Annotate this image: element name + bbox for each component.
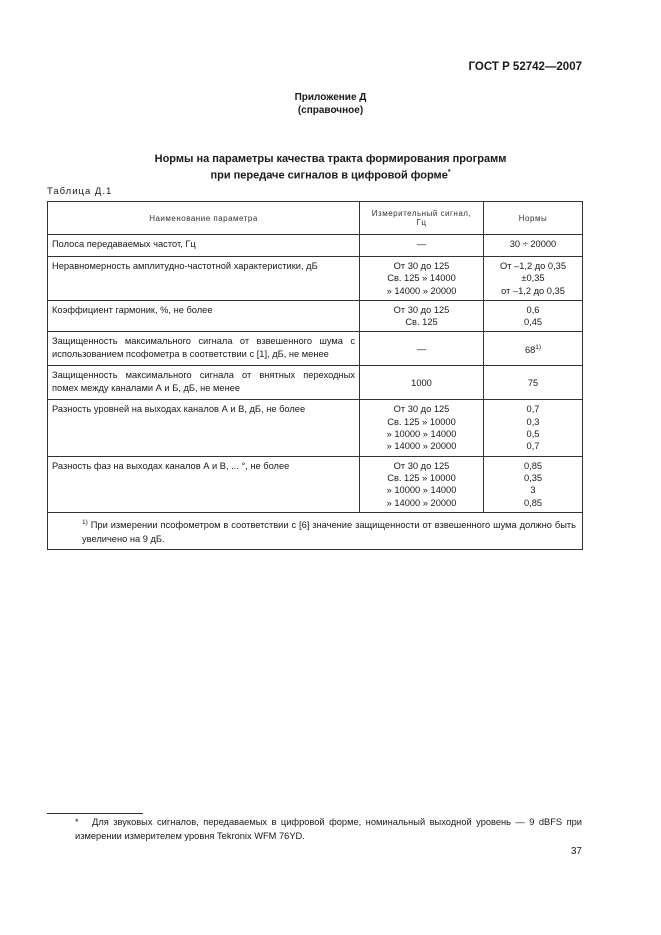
norm-value — [486, 272, 580, 284]
signal-value: От 30 до 125 — [393, 261, 450, 271]
signal-value: — — [416, 343, 427, 354]
table-row — [48, 235, 583, 257]
norm-cell — [484, 456, 583, 512]
norm-value-text: 0,6 — [526, 304, 540, 315]
norm-value-text: 68 — [524, 344, 536, 355]
header-norms: Нормы — [484, 202, 583, 235]
norm-cell — [484, 332, 583, 366]
signal-value: — — [416, 239, 427, 249]
norm-cell — [484, 400, 583, 456]
table-row — [48, 300, 583, 332]
header-signal: Измерительный сигнал, Гц — [360, 202, 484, 235]
norm-value — [486, 460, 580, 472]
signal-value: » 10000 » 14000 — [386, 429, 457, 440]
norm-value — [486, 316, 580, 328]
norm-value-text: 0,85 — [523, 497, 543, 508]
norm-value — [486, 497, 580, 509]
table-note-row — [48, 512, 583, 549]
signal-cell — [360, 235, 484, 257]
norm-value-text: 0,7 — [526, 404, 540, 415]
norm-value — [486, 416, 580, 428]
parameter-cell: Защищенность максимального сигнала от внятных переходных помех между каналами А и Б, дБ, не менее — [48, 366, 360, 400]
norm-value — [486, 238, 580, 250]
signal-value: » 14000 » 20000 — [386, 441, 457, 452]
norm-value-text: 0,3 — [526, 416, 540, 427]
norm-value — [486, 342, 580, 356]
table-body — [48, 235, 583, 513]
norm-value — [486, 484, 580, 496]
norm-cell — [484, 300, 583, 332]
norm-value — [486, 260, 580, 272]
parameter-cell: Разность уровней на выходах каналов А и В, дБ, не более — [48, 400, 360, 456]
signal-cell — [360, 400, 484, 456]
page-footnote — [47, 815, 582, 843]
footnote-text: Для звуковых сигналов, передаваемых в цифровой форме, номинальный выходной уровень — 9 dBFS при измерении измерителем уровня Tekronix WFM 76YD. — [75, 817, 582, 841]
title-footnote-marker: * — [447, 169, 451, 176]
signal-value: Св. 125 » 10000 — [387, 416, 456, 427]
norm-value-text: 0,85 — [523, 460, 543, 471]
appendix-subtitle: (справочное) — [297, 105, 364, 116]
parameter-cell: Защищенность максимального сигнала от взвешенного шума с использованием псофометра в соответствии с [1], дБ, не менее — [48, 332, 360, 366]
table-note-marker: 1) — [82, 518, 88, 526]
norm-value-text: от –1,2 до 0,35 — [501, 285, 565, 296]
parameter-cell: Разность фаз на выходах каналов А и В, ... °, не более — [48, 456, 360, 512]
table-row — [48, 400, 583, 456]
table-header-row — [48, 202, 583, 235]
norm-value-text: ±0,35 — [521, 273, 545, 284]
signal-value: От 30 до 125 — [393, 304, 450, 315]
parameter-cell: Коэффициент гармоник, %, не более — [48, 300, 360, 332]
signal-value: Св. 125 — [405, 317, 438, 328]
signal-value: » 14000 » 20000 — [386, 285, 457, 296]
appendix-title: Приложение Д — [294, 92, 367, 103]
norm-value-text: 0,7 — [526, 441, 540, 452]
table-note-text: При измерении псофометром в соответствии с [6] значение защищенности от взвешенного шума должно быть увеличено на 9 дБ. — [82, 519, 576, 544]
signal-value: » 14000 » 20000 — [386, 497, 457, 508]
signal-value: От 30 до 125 — [393, 460, 450, 471]
norm-value — [486, 440, 580, 452]
parameter-cell: Полоса передаваемых частот, Гц — [48, 235, 360, 257]
table-row — [48, 366, 583, 400]
document-title-text: при передаче сигналов в цифровой форме — [210, 169, 448, 182]
norm-value — [486, 285, 580, 297]
norm-value — [486, 304, 580, 316]
norm-footnote-marker: 1) — [535, 343, 542, 351]
page-number: 37 — [570, 846, 582, 857]
footnote-marker: * — [75, 817, 79, 827]
norm-cell — [484, 366, 583, 400]
norm-value — [486, 403, 580, 415]
norm-value-text: 30 ÷ 20000 — [509, 239, 557, 249]
signal-value: От 30 до 125 — [393, 404, 450, 415]
norm-value — [486, 428, 580, 440]
standard-number: ГОСТ Р 52742—2007 — [468, 61, 582, 73]
table-row — [48, 456, 583, 512]
norm-value — [486, 472, 580, 484]
parameter-cell: Неравномерность амплитудно-частотной характеристики, дБ — [48, 257, 360, 301]
signal-value: » 10000 » 14000 — [386, 485, 457, 496]
signal-cell — [360, 300, 484, 332]
header-parameter: Наименование параметра — [48, 202, 360, 235]
parameters-table — [47, 201, 583, 550]
norm-value-text: 0,35 — [523, 472, 543, 483]
norm-cell — [484, 235, 583, 257]
signal-value: Св. 125 » 10000 — [387, 472, 456, 483]
signal-value: 1000 — [411, 377, 432, 388]
norm-cell — [484, 257, 583, 301]
signal-value: Св. 125 » 14000 — [387, 273, 456, 284]
signal-cell — [360, 456, 484, 512]
document-title-line-1: Нормы на параметры качества тракта формирования программ — [154, 153, 507, 165]
norm-value-text: 75 — [527, 377, 539, 388]
norm-value-text: 0,45 — [523, 317, 543, 328]
table-row — [48, 332, 583, 366]
signal-cell — [360, 257, 484, 301]
signal-cell — [360, 366, 484, 400]
document-title-line-2 — [0, 166, 661, 183]
signal-cell — [360, 332, 484, 366]
table-caption: Таблица Д.1 — [47, 186, 113, 197]
norm-value-text: 0,5 — [526, 429, 540, 440]
footnote-rule — [47, 813, 143, 814]
norm-value-text: От –1,2 до 0,35 — [499, 261, 567, 271]
table-note — [48, 512, 583, 549]
norm-value — [486, 377, 580, 389]
table-row — [48, 257, 583, 301]
norm-value-text: 3 — [530, 485, 536, 496]
